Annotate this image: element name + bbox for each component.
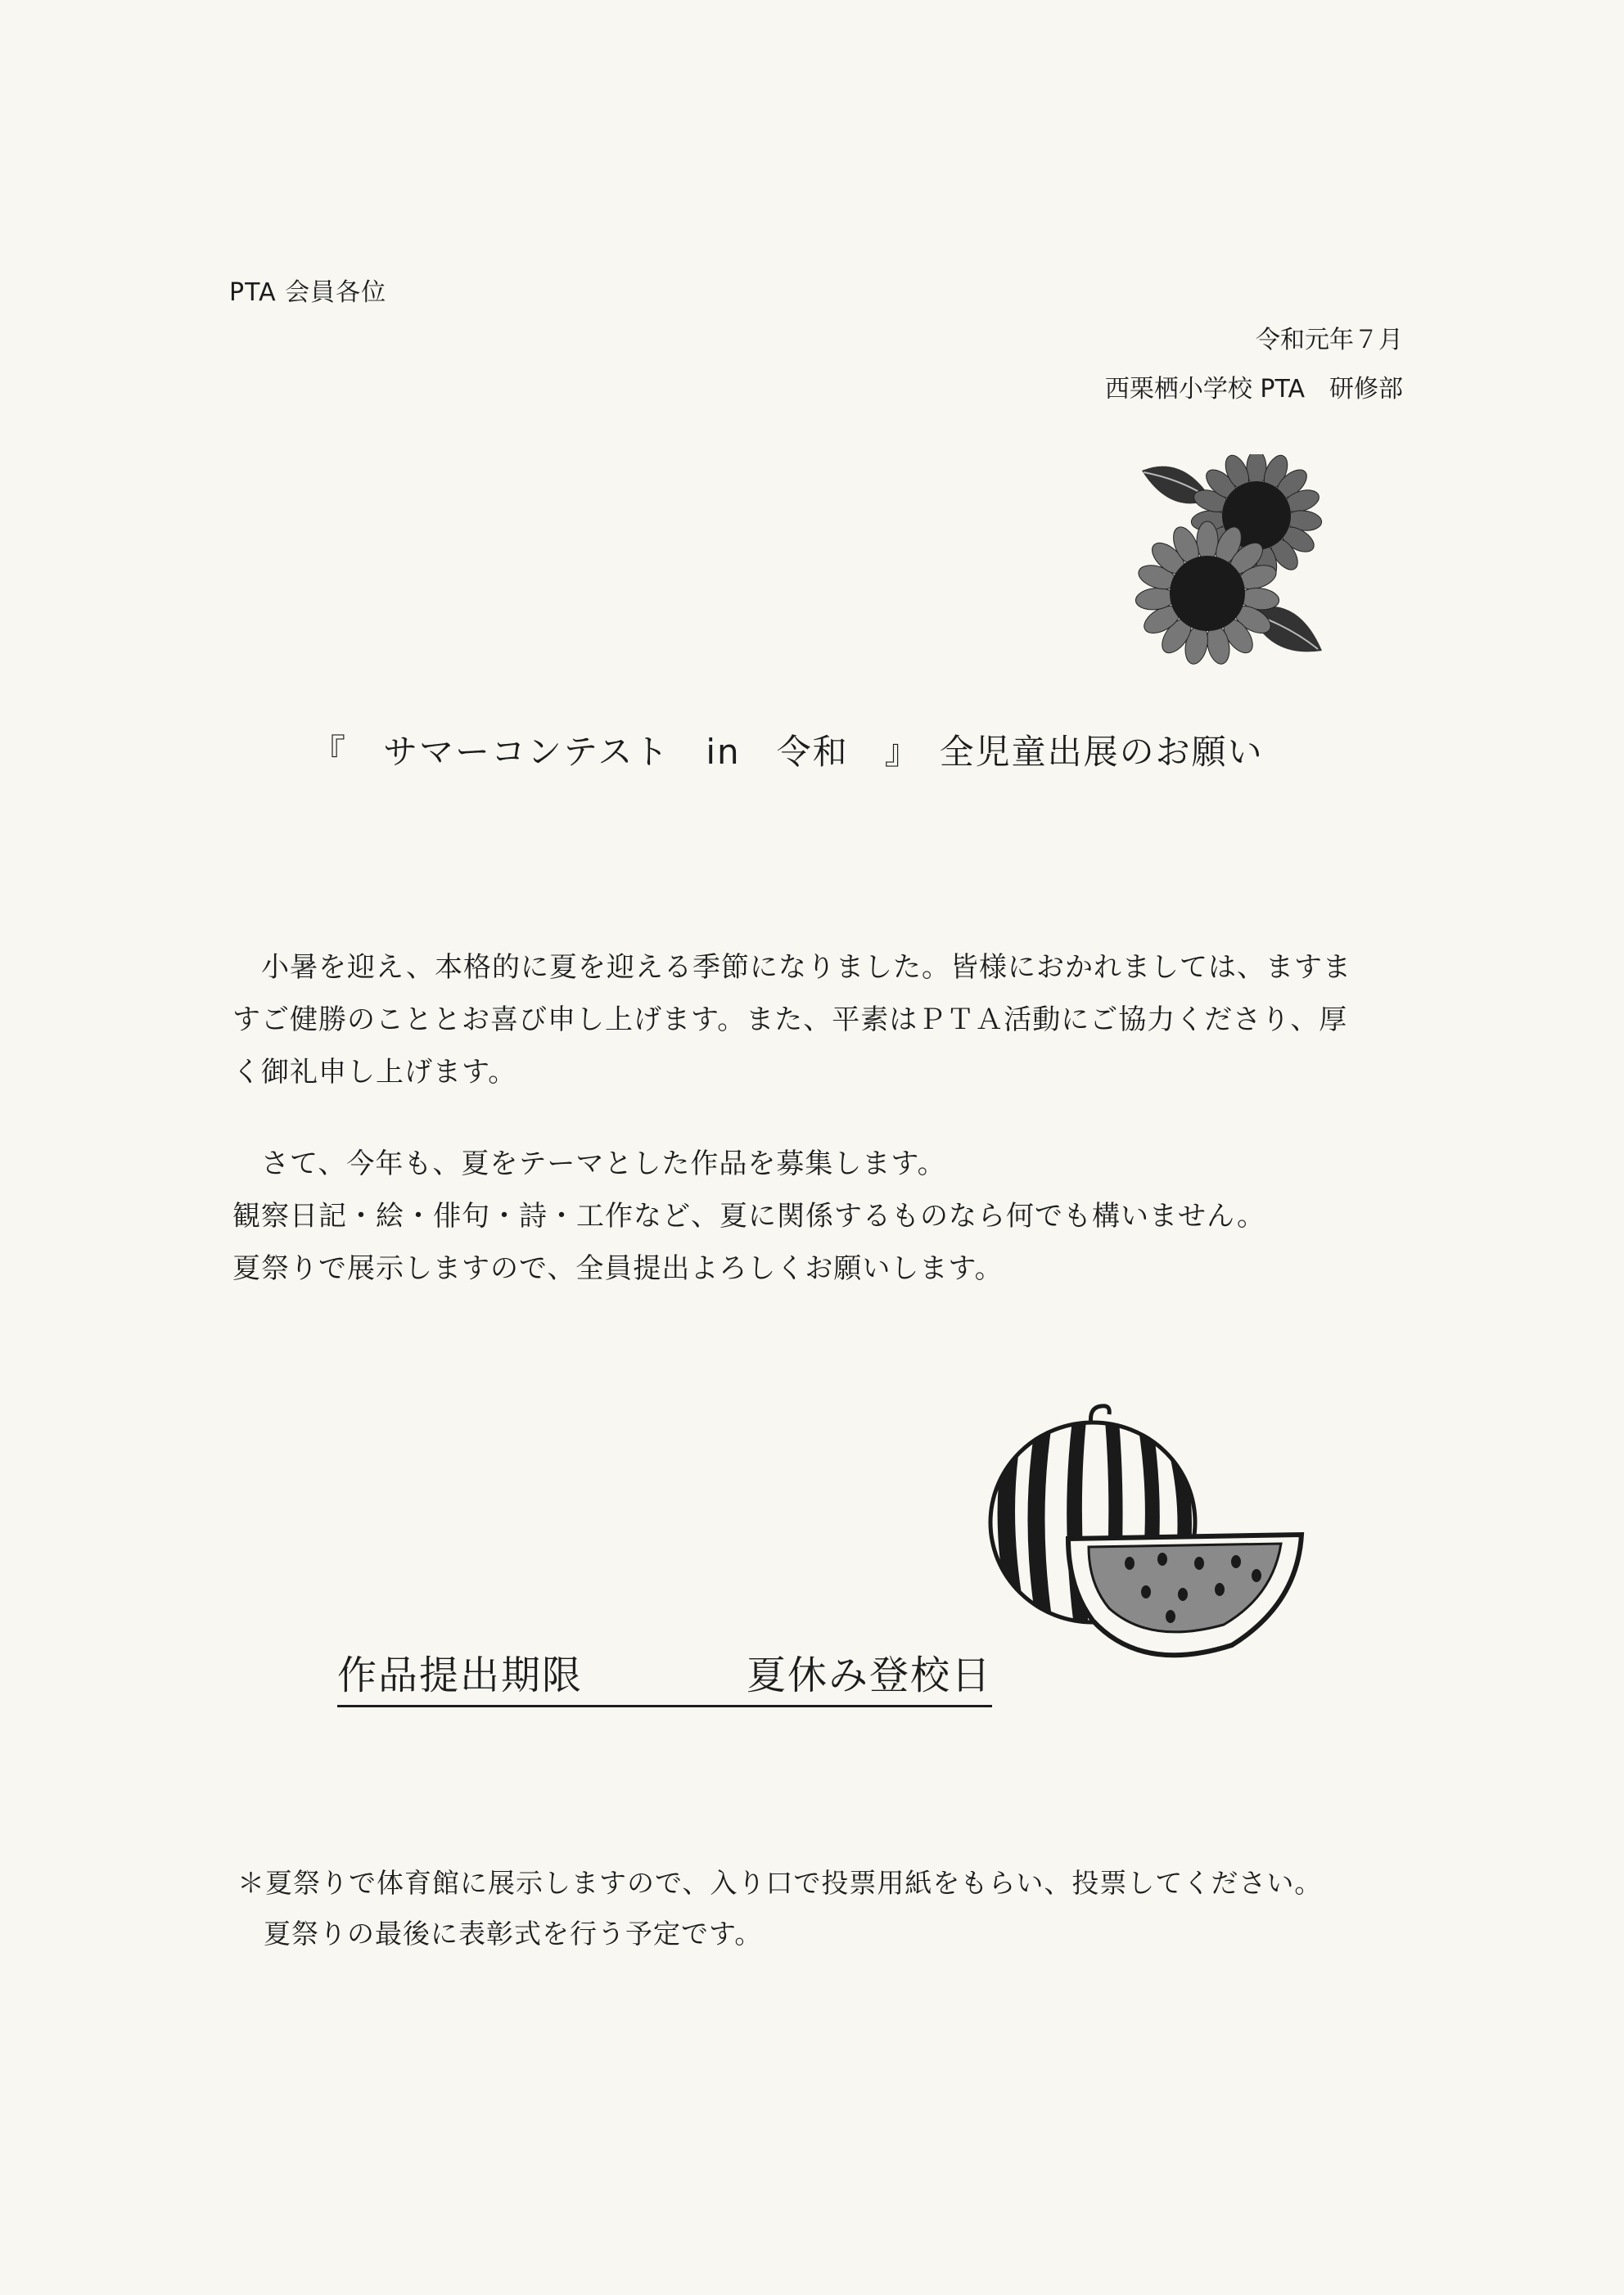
deadline-value: 夏休み登校日 xyxy=(747,1652,993,1698)
footnote-line: 夏祭りの最後に表彰式を行う予定です。 xyxy=(264,1918,763,1950)
deadline-label: 作品提出期限 xyxy=(337,1652,584,1698)
greeting-line: 小暑を迎え、本格的に夏を迎える季節になりました。皆様におかれましては、ますま xyxy=(232,951,1352,984)
request-line: 観察日記・絵・俳句・詩・工作など、夏に関係するものなら何でも構いません。 xyxy=(232,1200,1266,1233)
footnote xyxy=(237,1858,1449,1959)
addressee: PTA 会員各位 xyxy=(229,278,387,307)
request-line: さて、今年も、夏をテーマとした作品を募集します。 xyxy=(232,1148,946,1180)
organization-name: 西栗栖小学校 PTA 研修部 xyxy=(1104,375,1403,404)
greeting-line: すご健勝のこととお喜び申し上げます。また、平素はＰＴＡ活動にご協力くださり、厚 xyxy=(232,1003,1348,1036)
sunflower-icon xyxy=(1134,454,1338,683)
deadline xyxy=(337,1643,992,1707)
request-paragraph xyxy=(232,1138,1411,1295)
page-title: 『 サマーコンテスト in 令和 』 全児童出展のお願い xyxy=(311,732,1264,772)
greeting-line: く御礼申し上げます。 xyxy=(232,1056,517,1089)
greeting-paragraph xyxy=(232,941,1411,1098)
issue-date: 令和元年７月 xyxy=(1256,326,1403,354)
watermelon-icon xyxy=(986,1400,1310,1670)
request-line: 夏祭りで展示しますので、全員提出よろしくお願いします。 xyxy=(232,1252,1004,1285)
footnote-line: ＊夏祭りで体育館に展示しますので、入り口で投票用紙をもらい、投票してください。 xyxy=(237,1867,1323,1899)
